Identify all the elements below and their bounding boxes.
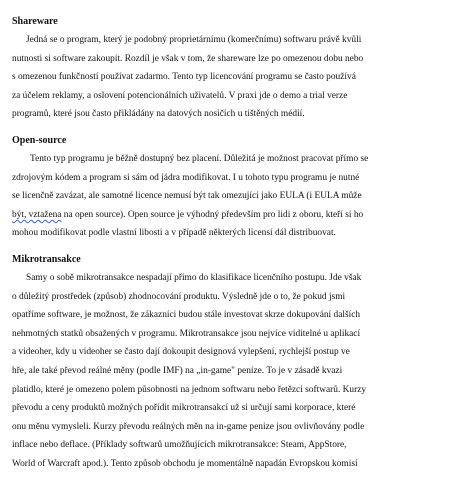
paragraph-line: opatříme software, je možnost, že zákazníci budou stále investovat skrze dokupování dalších (12, 310, 361, 321)
section-paragraph (12, 31, 453, 124)
paragraph-line: hře, ale také převod reálné měny (podle IMF) na „in-game" peníze. To je v zásadě kvazi (12, 365, 343, 376)
paragraph-line: programů, které jsou často přikládány na datových nosičích u tištěných médií. (12, 109, 305, 120)
section-mikrotransakce (12, 252, 453, 474)
paragraph-line: za účelem reklamy, a oslovení potencionálních uživatelů. V praxi jde o demo a trial verze (12, 90, 348, 101)
paragraph-line: onu měnu vymysleli. Kurzy převodu reálných měn na in-game penize jsou ovlivňovány podle (12, 421, 365, 432)
paragraph-line: s omezenou funkčností používat zadarmo. Tento typ licencování programu se často používá (12, 72, 356, 83)
section-heading: Shareware (12, 16, 58, 27)
spacer (12, 243, 453, 252)
paragraph-line: a videoher, kdy u videoher se často dají dokoupit designová vylepšení, rychlejší postup ve (12, 347, 350, 358)
section-shareware (12, 14, 453, 124)
section-paragraph (12, 269, 453, 474)
paragraph-line: World of Warcraft apod.). Tento způsob obchodu je momentálně napadán Evropskou komisí (12, 458, 358, 469)
paragraph-line: mohou modifikovat podle vlastní libosti a v případě některých licensí dál distribuovat. (12, 228, 336, 239)
paragraph-line: převodu a ceny produktů možných pořídit mikrotransakcí už si určují sami korporace, které (12, 403, 356, 414)
paragraph-line: nehmotných statků obsažených v programu. Mikrotransakce jsou nejvíce viditelné u aplikací (12, 328, 361, 339)
section-heading: Mikrotransakce (12, 253, 81, 265)
paragraph-line: Tento typ programu je běžně dostupný bez placení. Důležitá je možnost pracovat přímo se (30, 153, 369, 164)
paragraph-line: nutnosti si software zakoupit. Rozdíl je však v tom, že shareware lze po omezenou dobu nebo (12, 53, 364, 64)
paragraph-line: být, vztažena na open source). Open source je výhodný především pro lidi z oboru, kteří si ho (12, 209, 364, 220)
paragraph-line: zdrojovým kódem a program si sám od jádra modifikovat. I u tohoto typu programu je nutné (12, 172, 360, 183)
section-open-source (12, 133, 453, 243)
section-heading: Open-source (12, 134, 67, 146)
paragraph-line: Jedná se o program, který je podobný proprietárnímu (komerčnímu) softwaru právě kvůli (26, 35, 362, 45)
spacer (12, 124, 453, 133)
paragraph-line: o důležitý prostředek (způsob) zhodnocování produktu. Výsledně jde o to, že pokud jsmi (12, 291, 346, 302)
paragraph-line: se licenčně zavázat, ale samotné licence nemusí být tak omezující jako EULA (i EULA může (12, 191, 362, 202)
section-paragraph (12, 150, 453, 243)
paragraph-line: platidlo, které je omezeno polem působnosti na jednom softwaru nebo řetězci softwarů. Kurzy (12, 384, 367, 395)
spellcheck-underline: být, vztažena (12, 209, 62, 220)
paragraph-line: inflace nebo deflace. (Příklady softwarů umožňujících mikrotransakce: Steam, AppStore, (12, 440, 347, 451)
paragraph-line: Samy o sobě mikrotransakce nespadají přímo do klasifikace licenčního postupu. Jde však (26, 272, 362, 283)
